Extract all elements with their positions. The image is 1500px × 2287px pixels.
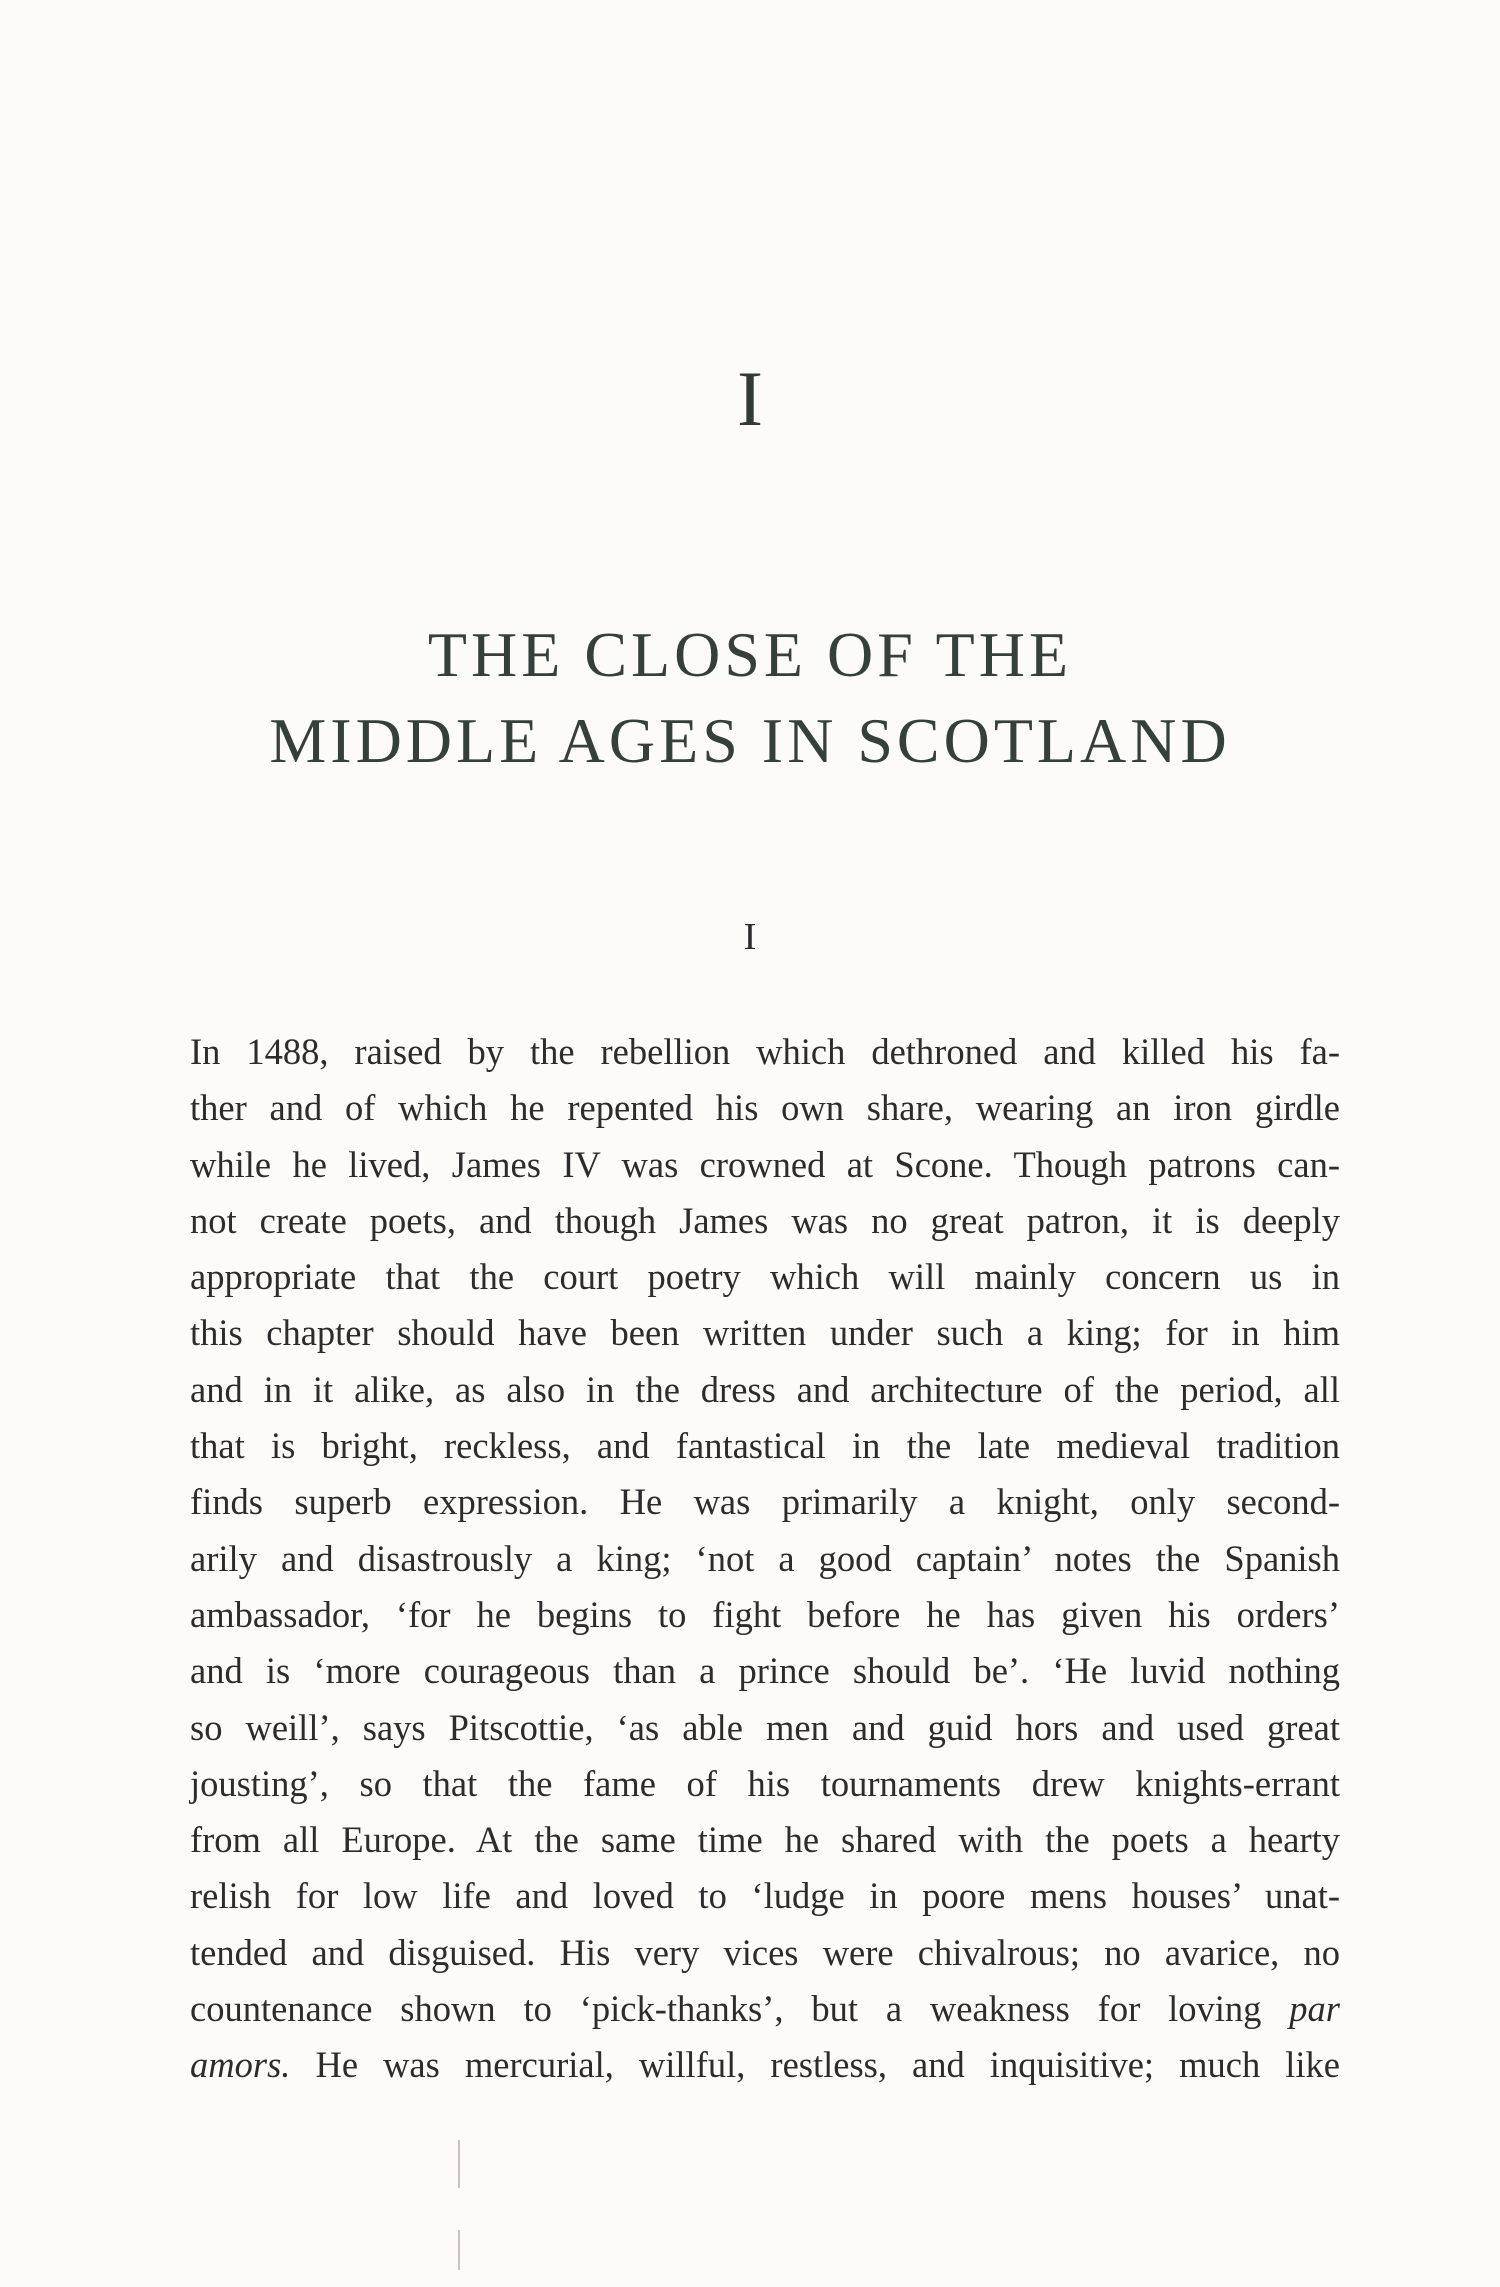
body-line: appropriate that the court poetry which will mainly concern us in <box>190 1256 1340 1298</box>
chapter-title <box>0 612 1500 784</box>
chapter-title-line-2: MIDDLE AGES IN SCOTLAND <box>269 705 1231 776</box>
body-line: ther and of which he repented his own share, wearing an iron girdle <box>190 1087 1340 1129</box>
body-line: finds superb expression. He was primarily a knight, only second- <box>190 1481 1340 1523</box>
body-line: and in it alike, as also in the dress and architecture of the period, all <box>190 1368 1340 1410</box>
section-number: I <box>743 916 757 958</box>
body-line: this chapter should have been written under such a king; for in him <box>190 1312 1340 1354</box>
gutter-mark <box>458 2230 460 2270</box>
italic-word: amors. <box>190 2044 291 2086</box>
body-line: and is ‘more courageous than a prince should be’. ‘He luvid nothing <box>190 1650 1340 1692</box>
gutter-mark <box>458 2140 460 2188</box>
body-line: relish for low life and loved to ‘ludge in poore mens houses’ unat- <box>190 1875 1340 1917</box>
body-line: so weill’, says Pitscottie, ‘as able men and guid hors and used great <box>190 1706 1340 1748</box>
body-line-mixed <box>190 1981 1340 2037</box>
body-line-text: He was mercurial, willful, restless, and inquisitive; much like <box>290 2044 1340 2086</box>
body-line-text: countenance shown to ‘pick-thanks’, but a weakness for loving <box>190 1988 1262 2030</box>
body-line-mixed <box>190 2037 1340 2093</box>
chapter-number: I <box>737 355 763 442</box>
body-text <box>190 1024 1340 2094</box>
body-line: while he lived, James IV was crowned at Scone. Though patrons can- <box>190 1143 1340 1185</box>
body-line: jousting’, so that the fame of his tournaments drew knights-errant <box>190 1762 1340 1804</box>
body-line: tended and disguised. His very vices were chivalrous; no avarice, no <box>190 1931 1340 1973</box>
body-line: In 1488, raised by the rebellion which dethroned and killed his fa- <box>190 1031 1340 1072</box>
body-line: ambassador, ‘for he begins to fight before he has given his orders’ <box>190 1593 1340 1635</box>
body-line: not create poets, and though James was no great patron, it is deeply <box>190 1199 1340 1241</box>
body-line: that is bright, reckless, and fantastical in the late medieval tradition <box>190 1425 1340 1467</box>
chapter-title-line-1: THE CLOSE OF THE <box>427 619 1073 690</box>
italic-word: par <box>1289 1988 1340 2030</box>
body-line: from all Europe. At the same time he shared with the poets a hearty <box>190 1819 1340 1861</box>
body-line: arily and disastrously a king; ‘not a good captain’ notes the Spanish <box>190 1537 1340 1579</box>
